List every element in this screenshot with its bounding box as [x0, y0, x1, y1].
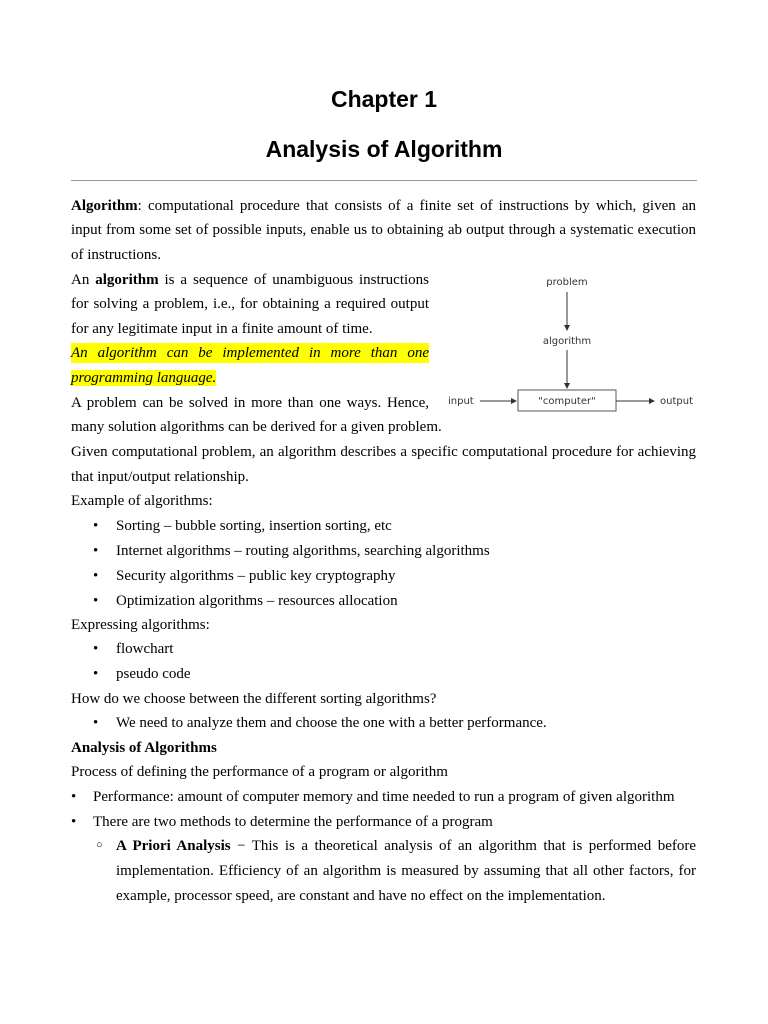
analysis-definition: Process of defining the performance of a program or algorithm: [71, 764, 448, 780]
chapter-heading: Chapter 1: [330, 86, 438, 112]
list-item: pseudo code: [116, 666, 191, 682]
bullet-glyph: •: [71, 814, 77, 830]
diagram-algorithm-label: algorithm: [542, 336, 592, 347]
algorithm-term: Algorithm: [71, 198, 138, 214]
bullet-glyph: •: [93, 666, 99, 682]
page-title: Analysis of Algorithm: [265, 136, 503, 162]
sequence-line-3: for any legitimate input in a finite amount of time.: [71, 321, 373, 337]
sequence-line-1: [71, 270, 429, 290]
ways-line-1: A problem can be solved in more than one ways. Hence,: [71, 395, 429, 411]
bullet-glyph: •: [93, 715, 99, 731]
given-line-1: Given computational problem, an algorithm describes a specific computational procedure for achieving: [71, 444, 696, 460]
definition-line-3: of instructions.: [71, 247, 161, 263]
sequence-term: algorithm: [95, 272, 159, 288]
priori-term: A Priori Analysis: [116, 838, 231, 854]
list-item: Sorting – bubble sorting, insertion sorting, etc: [116, 518, 392, 534]
ways-line-2: many solution algorithms can be derived for a given problem.: [71, 419, 442, 435]
expressing-heading: Expressing algorithms:: [71, 617, 210, 633]
sequence-pre: An: [71, 272, 90, 288]
choose-question: How do we choose between the different sorting algorithms?: [71, 691, 437, 707]
diagram-problem-label: problem: [546, 277, 588, 288]
definition-text-1: : computational procedure that consists of a finite set of instructions by which, given an: [137, 198, 696, 214]
sequence-line-2: for solving a problem, i.e., for obtaining a required output: [71, 296, 429, 312]
list-item: Internet algorithms – routing algorithms, searching algorithms: [116, 543, 490, 559]
priori-text-1: − This is a theoretical analysis of an algorithm that is performed before: [237, 838, 697, 854]
sub-bullet-glyph: ○: [96, 839, 103, 851]
list-item: Security algorithms – public key cryptography: [116, 568, 396, 584]
highlight-line-1: An algorithm can be implemented in more than one: [71, 345, 429, 361]
diagram-computer-label: "computer": [538, 396, 596, 407]
bullet-glyph: •: [93, 568, 99, 584]
list-item: We need to analyze them and choose the one with a better performance.: [116, 715, 547, 731]
analysis-heading: Analysis of Algorithms: [71, 740, 217, 756]
highlight-text-2: programming language.: [71, 370, 217, 386]
title-divider: [71, 180, 697, 181]
algorithm-diagram: [440, 268, 700, 418]
diagram-input-label: input: [448, 396, 474, 407]
priori-line-1: [116, 836, 696, 856]
bullet-glyph: •: [93, 543, 99, 559]
definition-line-1: [71, 196, 696, 216]
list-item: Performance: amount of computer memory and time needed to run a program of given algorithm: [93, 789, 675, 805]
list-item: flowchart: [116, 641, 174, 657]
highlight-line-2: [71, 368, 216, 388]
definition-line-2: input from some set of possible inputs, enable us to obtaining ab output through a systematic execution: [71, 222, 696, 238]
examples-heading: Example of algorithms:: [71, 493, 213, 509]
bullet-glyph: •: [71, 789, 77, 805]
priori-line-3: example, processor speed, are constant and have no effect on the implementation.: [116, 888, 606, 904]
sequence-text-1: is a sequence of unambiguous instructions: [164, 272, 430, 288]
bullet-glyph: •: [93, 593, 99, 609]
priori-line-2: implementation. Efficiency of an algorithm is measured by assuming that all other factors, for: [116, 863, 696, 879]
diagram-output-label: output: [660, 396, 693, 407]
bullet-glyph: •: [93, 641, 99, 657]
bullet-glyph: •: [93, 518, 99, 534]
list-item: Optimization algorithms – resources allocation: [116, 593, 398, 609]
list-item: There are two methods to determine the performance of a program: [93, 814, 493, 830]
given-line-2: that input/output relationship.: [71, 469, 249, 485]
